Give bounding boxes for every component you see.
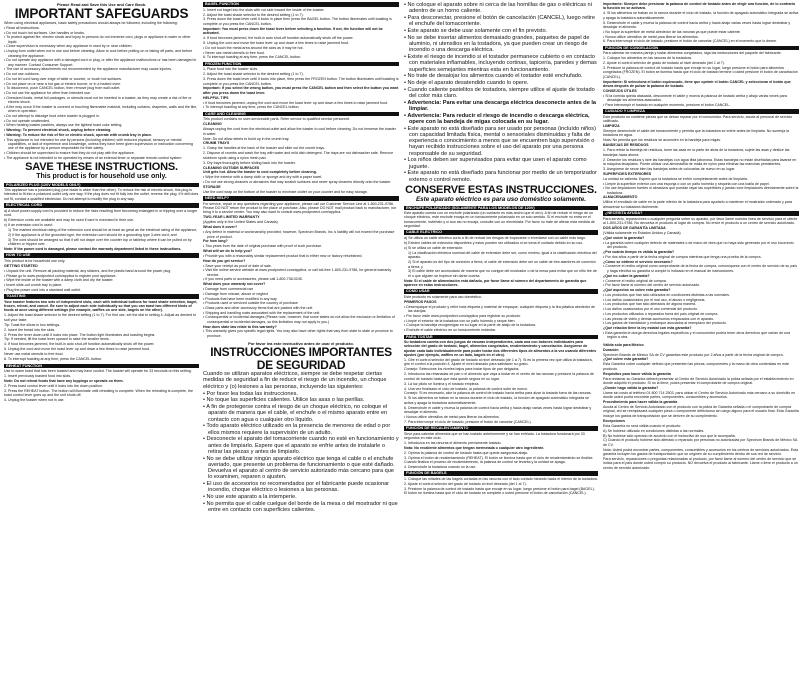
tostar-list — [404, 415, 598, 419]
storage-text: Use the cord wrap on the bottom of the toaster to minimize clutter on your counter and for easy storage. — [203, 189, 368, 194]
step: 2. Press toast control lever until it locks into the down position. — [4, 383, 103, 388]
cord-text: 2) If the appliance is of the grounded type, the extension cord should be a grounding type 3-wire cord; and — [8, 232, 177, 237]
reheat-text: Use to warm toast that has been toasted and may have cooled. The toaster will operate for 33 seconds on this setting. — [4, 369, 192, 374]
section-header: CABLE ELÉCTRICO — [404, 230, 598, 235]
list-item: • Por favor visite www.prodprotect.com/applica para registrar su producto. — [404, 314, 598, 318]
list-item: • Para interrumpir el tostado en cualquier momento, presione el botón CANCEL. — [603, 103, 799, 107]
cable-text: 2) Si el aparato es del tipo de conexión a tierra, el cable de extensión debe ser un cable de tres alambres de conexión a tierra; y — [408, 260, 596, 269]
subheading: LIMPIEZA — [603, 124, 620, 129]
list-item: • Advertencia: Para reducir el riesgo de incendio o descarga eléctrica, opere con la bandeja de migas colocada en su lugar. — [404, 113, 598, 126]
subheading: CONSEJOS ÚTILES — [603, 88, 637, 93]
list-item: • Read all instructions. — [4, 26, 199, 30]
list-item: • Visit the online service website at www.prodprotect.com/applica, or call toll-free 1-800-231-9786, for general warranty service. — [203, 268, 399, 277]
section-header: ENCHUFE POLARIZADO (SOLAMENTE PARA LOS MODELOS DE 120V) — [404, 206, 598, 211]
step: 1. Place food into the toaster slots. — [203, 67, 259, 72]
cord-text: 1) The marked electrical rating of the extension cord should be at least as great as the electrical rating of the appliance, — [8, 227, 198, 232]
safeguards-intro: When using electrical appliances, basic safety precautions should always be followed, including the following: — [4, 21, 178, 25]
step: 5. Unplug the cord and move the toast lever up and down a few times to raise jammed food. — [203, 40, 350, 45]
list-item: • Do not use the appliance for other than intended use. — [4, 91, 199, 95]
step: 2. Introduzca las rebanadas de pan o el alimento que vaya a tostar en el centro de las ranuras y presione la palanca de control de tostado hasta que ésta quede segura en su lugar. — [404, 372, 594, 381]
list-item: • Wipe the exterior with a damp cloth or sponge and dry with a paper towel. — [203, 175, 399, 179]
step: 3. Presione la palanca de control de tostado hasta que encaje en su lugar, luego presione el botón para alimentos congelados (FROZEN). El botón se ilumina hasta que el ciclo de tostado termine o usted presione el botón de cancelación (CANCEL). — [603, 66, 798, 79]
ayuda-text: Para servicio, reparaciones o cualquier pregunta sobre su aparato, por favor llame nuestra línea de servicio para el cliente al 1-800-231-9786. No devuelva el producto al lugar de compra. No envíe el producto a un centro de servicio autorizado. — [603, 216, 798, 226]
list-item: • Children should be supervised to ensure that they do not play with the appliance. — [4, 151, 199, 155]
subheading: Válida sólo para México — [603, 342, 644, 347]
list-item: • El uso de accesorios no recomendados por el fabricante puede ocasionar incendio, choque eléctrico o lesiones a las personas. — [203, 481, 399, 494]
answer-list — [203, 287, 399, 324]
answer: Para reclamar su Garantía deberá presentar al Centro de Servicio Autorizado la póliza sellada por el establecimiento en donde adquirió el producto. Si no la tiene, podrá presentar el comprobante de compra original. — [603, 376, 794, 385]
como-note: Este producto es solamente para uso doméstico. — [404, 295, 482, 299]
step: 2. Oprima la palanca de control de tostado hasta que quede asegurada abajo. — [404, 450, 529, 455]
question: How does state law relate to this warranty? — [203, 324, 277, 329]
spanish-title: INSTRUCCIONES IMPORTANTES DE SEGURIDAD — [210, 345, 392, 372]
subheading: TWO-YEAR LIMITED WARRANTY — [203, 215, 260, 220]
answer-list — [603, 255, 799, 259]
step: 1. Adjust the toast shade selector to the desired setting (1 to 7). For first use, set the dial to setting 4. Adjust as desired to suit your taste. — [4, 313, 196, 322]
list-item: • This appliance is not intended for use by persons (including children) with reduced physical, sensory or mental capabilities, or lack of experience and knowledge, unless they have been given supervision or instruction concerning use of the appliance by a person responsible for their safety. — [4, 138, 199, 151]
question: What does it cover? — [203, 225, 238, 230]
question: ¿Donde hago válida la garantía? — [603, 385, 659, 390]
section-header: BAGEL FUNCTION — [203, 2, 399, 7]
list-item: • A fire may occur if the toaster is covered or touching flammable material, including curtains, draperies, walls and the like, when in operation. — [4, 105, 199, 114]
step: Nota: No recaliente alimentos que tengan mermelada o cualquier otro ingrediente. — [404, 445, 545, 450]
answer: Spectrum Brands de México SA de CV garantiza este producto por 2 años a partir de la fecha original de compra. — [603, 352, 784, 357]
list-item: • Do not attempt to dislodge food when toaster is plugged in. — [4, 114, 199, 118]
list-item: • Do not place on or near a hot gas or electric burner, or in a heated oven. — [4, 82, 199, 86]
list-item: • Si la comida queda atascada, desconecte el cable y mueva la palanca de tostado arriba y abajo varias veces para desalojar los alimentos atascados. — [603, 94, 799, 103]
answer-list — [203, 230, 399, 239]
household-note: This product is for household use only. — [36, 172, 167, 180]
mexico-final: Para servicio, reparaciones o preguntas relacionadas al producto, por favor llame al número del centro de servicio que se indica para el país donde usted compró su producto. NO devuelva el producto al fabricante. Llame o lleve el producto a un centro de servicio autorizado. — [603, 457, 798, 470]
list-item: • Do not touch the metal area around the slots as it may be hot. — [203, 46, 399, 50]
answer: Esta Garantía no será válida cuando el producto: — [603, 423, 682, 428]
section-header: PARA TOSTAR — [404, 335, 598, 340]
list-item: • No toque las superficies calientes. Utilice las asas o las perillas. — [203, 397, 399, 403]
list-item: • No trate de desalojar los alimentos cuando el tostador esté enchufado. — [404, 73, 598, 79]
step: 1. Para retirar la bandeja de residuos, tome las asas en la parte de atrás de la tostadora, sujete las asas y deslice las bandejas hacia afuera. — [603, 148, 790, 157]
list-item: • Limpie la superficie exterior con una esponja o con un paño húmedo y séquela con una toalla de papel. — [603, 182, 799, 186]
answer-list — [603, 331, 799, 340]
list-item: • Todo aparato eléctrico utilizado en la presencia de menores de edad o por ellos mismos requiere la supervisión de un adulto. — [203, 423, 399, 436]
care-intro: This product contains no user-serviceable parts. Refer service to qualified service personnel. — [203, 117, 351, 122]
step: 1. Gire el control selector del grado de tostado al nivel deseado (de 1 a 7). Si es la primera vez que utiliza la tostadora, gire el control a la posición 4. Ajuste el nivel deseado para satisfacer su gusto. — [404, 358, 593, 367]
list-item: • Never use metal utensils to free food. — [203, 51, 399, 55]
answer-list — [603, 293, 799, 326]
subheading: HELPFUL TIPS — [203, 95, 229, 100]
cord-text: a) A short power-supply cord is provided to reduce the risks resulting from becoming entangled in or tripping over a longer cord. — [4, 208, 198, 218]
cable-text: 3) El cable debe ser acomodado de manera que no cuelgue del mostrador o de la mesa para evitar que un niño tire de él o que alguien se tropiece sin darse cuenta. — [408, 269, 597, 278]
column-1 — [4, 2, 199, 682]
tips-list — [203, 101, 399, 110]
question: What does your warranty not cover? — [203, 282, 266, 287]
list-item: • Save your receipt as proof of date of sale. — [203, 264, 399, 268]
answer-list — [203, 254, 399, 258]
toasting-intro: Your toaster features two sets of independent slots, each with individual buttons for toast shade selection, bagel, frozen, reheat, and cancel. Be sure to adjust each side individually so that you can toast two different kinds of foods at once using different settings (for example, waffles on one side, bagels on the other). — [4, 299, 198, 313]
list-item: • Por favor llame al número del centro de servicio autorizado. — [603, 283, 799, 287]
step: 2. Adjust the toast shade selector to the desired setting (1 to 7). — [203, 72, 304, 77]
question: Procedimiento para hacer válida la garantía — [603, 400, 678, 405]
list-item: • Este aparato no está diseñado para funcionar por medio de un temporizador externo o control remoto. — [404, 170, 598, 183]
step: 1. Insert previously toasted food into slots. — [4, 374, 72, 379]
step: 4. If food becomes jammed, the built-in auto shut-off function automatically shuts off the power. — [4, 342, 155, 347]
spanish-safeguards-list — [203, 391, 399, 514]
step: Tip: Toast the slices in two settings. — [4, 322, 61, 327]
question: What will we do to help you? — [203, 248, 253, 253]
list-item: • Plug the power cord into a standard wall outlet. — [4, 288, 199, 292]
column-4 — [603, 2, 799, 682]
step: 3. La luz piloto se ilumina y el tostado empieza. — [404, 381, 480, 386]
step: 6. To interrupt toasting at any time, press the CANCEL button. — [203, 55, 302, 60]
subheading: ALMACENAMIENTO — [603, 195, 638, 200]
question: ¿Cómo se obtiene el servicio necesario? — [603, 259, 673, 264]
primeros-list — [404, 305, 598, 333]
list-item: • Consequential or incidental damages (Please note, however, that some states do not allow the exclusion or limitation of consequential or incidental damages, so this limitation may not apply to you.) — [203, 315, 399, 324]
bagel-list — [203, 46, 399, 55]
list-item: • Los productos que han sido utilizados en condiciones distintas a las normales. — [603, 293, 799, 297]
list-item: • Unplug from outlet when not in use and before cleaning. Allow to cool before putting on or taking off parts, and before cleaning the appliance. — [4, 49, 199, 58]
alm-text: Utilice el enrollado de cable en la parte inferior de la tostadora para ayudarlo a mantener el mostrador ordenado y para almacenar su tostadora fácilmente. — [603, 200, 792, 209]
list-item: • Close supervision is necessary when any appliance is used by or near children. — [4, 44, 199, 48]
subheading: SUPERFICIES EXTERIORES — [603, 171, 652, 176]
list-item: • Do not let cord hang over edge of table or counter, or touch hot surfaces. — [4, 77, 199, 81]
step: 3. Press the REHEAT button. The button will illuminate until reheating is complete. When the reheating is complete, the toast control lever goes up and the unit shuts off. — [4, 388, 193, 398]
step: 6. Para interrumpir el ciclo de tostado, presione el botón de cancelar (CANCEL) en el momento que lo desee. — [603, 39, 777, 44]
list-item: • Do not operate unattended. — [4, 119, 199, 123]
column-2 — [203, 2, 399, 682]
top-note: Please Read and Save this Use and Care Book. — [56, 2, 147, 7]
step: 2. Adjust the toast shade selector to the desired setting (1 to 7). — [203, 12, 304, 17]
list-item: • Por dos años a partir de la fecha original de compra mientras que tenga una prueba de la compra. — [603, 255, 799, 259]
bagel-es-list — [603, 30, 799, 39]
consejos-list — [603, 94, 799, 107]
step: 4. If food becomes jammed, the built-in auto shut-off function automatically shuts off the power. — [203, 36, 354, 41]
list-item: • No deje el aparato desatendido cuando lo opere. — [404, 80, 598, 86]
list-item: • Los gastos de tramitación y embarque asociados al reemplazo del producto. — [603, 321, 799, 325]
list-item: • Las piezas de vidrio y demás accesorios empacados con el aparato. — [603, 317, 799, 321]
list-item: • Oversized foods, metal foil packages, or utensils must not be inserted in a toaster, as they may create a risk of fire or electric shock. — [4, 96, 199, 105]
section-header: TOASTING — [4, 294, 199, 299]
list-item: • No se debe insertar alimentos demasiado grandes, paquetes de papel de aluminio, ni utensilios en la tostadora, ya que pueden crear un riesgo de incendio o una descarga eléctrica. — [404, 35, 598, 54]
step: 1. Coloque las mitades de las bagels cortadas en las ranuras con el lado cortado mirando hacia el interior de la tostadora. — [404, 476, 598, 481]
list-item: • Coloque la bandeja recogemigas en su lugar en la parte de abajo de la tostadora. — [404, 323, 598, 327]
subheading: CRUMB TRAYS — [203, 141, 230, 146]
list-item: • Please go to www.prodprotect.com/applica to register your appliance. — [4, 274, 199, 278]
list-item: • No coloque el aparato sobre ni cerca de las hornillas de gas o eléctricas ni adentro de un horno caliente. — [404, 2, 598, 15]
surfaces-list — [203, 175, 399, 184]
list-item: • Do not use outdoors. — [4, 72, 199, 76]
step: 1. Insert cut bagel into the slots with cut side toward the inside of the toaster. — [203, 7, 325, 12]
step: Tip: If needed, lift the toast lever upward to raise the smaller items. — [4, 337, 110, 342]
answer-list — [603, 241, 799, 250]
list-item: • Advertencia: Para evitar una descarga eléctrica desconecte antes de la limpiar. — [404, 100, 598, 113]
step: 5. Desenchufe el cable y mueva la palanca de control hacia arriba y hacia abajo varias veces hasta lograr destrabar y desalojar el alimento. — [603, 20, 791, 29]
cuidado-intro: Este producto no contiene piezas que se deban reparar por el consumidor. Para servicio, acuda al personal de servicio calificado. — [603, 114, 793, 124]
important-note: Importante: Siempre debe presionar la palanca de control de tostado antes de elegir una función, de lo contrario la función no se activará. — [603, 2, 796, 11]
enchufe-text: Este aparato cuenta con un enchufe polarizado (un contacto es más ancho que el otro). A fin de reducir el riesgo de un choque eléctrico, este enchufe encaja en un tomacorriente polarizado en un solo sentido. Si el enchufe no entra en el tomacorriente, inviértalo y si aun así no encaja, consulte con un electricista. Por favor no trate de alterar esta medida de seguridad. — [404, 211, 595, 229]
safeguards-list — [4, 26, 199, 160]
list-item: • Cuando caliente pastelitos de tostadora, siempre utilice el ajuste de tostado del color más claro. — [404, 87, 598, 100]
cord-text: b) Extension cords are available and may be used if care is exercised in their use. — [4, 218, 135, 222]
subheading: CLEANING — [203, 122, 222, 127]
list-item: • Conserve el recibo original de compra. — [603, 279, 799, 283]
howto-note: This product is for household use only. — [4, 258, 66, 263]
list-item: • Unpack the unit. Remove all packing material, any stickers, and the plastic band around the power plug. — [4, 269, 199, 273]
list-item: • La garantía cubre cualquier defecto de materiales o de mano de obra que no haya sido generado por el uso incorrecto del producto. — [603, 241, 799, 250]
step: 2. Ajuste el control selector del grado de tostado al nivel deseado (del 1 al 7). — [404, 481, 527, 486]
step: 1. Coloque los alimentos en las ranuras de la tostadora. — [603, 56, 692, 61]
list-item: • If you need parts or accessories, please call 1-800-738-0245. — [203, 277, 399, 281]
question: How do you get service? — [203, 258, 246, 263]
subheading: BANDEJAS DE RESIDUOS — [603, 143, 649, 148]
step: Note: Do not reheat foods that have any toppings or spreads on them. — [4, 379, 124, 383]
spanish-safeguards-list-continued — [404, 2, 598, 183]
list-item: • Damage from commercial use — [203, 287, 399, 291]
list-item: • To disconnect, push CANCEL button, then remove plug from wall outlet. — [4, 86, 199, 90]
cleaning-text: Always unplug the cord from the electrical outlet and allow the toaster to cool before cleaning. Do not immerse the toaster in water. — [203, 127, 396, 136]
list-item: • Any defect in material or workmanship provided; however, Spectrum Brands, Inc.'s liability will not exceed the purchase price of product. — [203, 230, 399, 239]
list-item: • Para desconectar, presione el botón de cancelación (CANCEL), luego retire el enchufe del tomacorriente. — [404, 15, 598, 28]
exception: B) No hubiese sido operado de acuerdo con el instructivo de uso que le acompaña. — [603, 433, 736, 438]
step: 3. Dry trays thoroughly before sliding back into the toaster. — [203, 160, 296, 165]
step: 3. Presione la palanca de control de tostado hasta que encaje en su lugar, luego presione el botón para bagel (BAGEL). El botón se ilumina hasta que el ciclo de tostado se complete o usted presione el botón de cancelación (CANCEL). — [404, 486, 595, 496]
step: 1. Introduzca en las ranuras el alimento previamente tostado. — [404, 440, 502, 445]
list-item: • Wipe the inside of the toaster with a damp cloth and dry the toaster. — [4, 278, 199, 282]
cord-text: 3) The cord should be arranged so that it will not drape over the counter top or tabletop where it can be pulled on by children or tripped over. — [8, 237, 192, 247]
section-header: FUNCIÓN DE CONGELACIÓN — [603, 46, 799, 51]
question: For how long? — [203, 239, 228, 244]
section-header: ELECTRICAL CORD — [4, 203, 199, 208]
cable-note: Nota: Si el cable de alimentación está dañado, por favor llame al número del departamento de garantía que aparece en estas instrucciones. — [404, 278, 587, 288]
list-item: • Damage from misuse, abuse or neglect — [203, 292, 399, 296]
list-item: • No use este aparato a la intemperie. — [203, 494, 399, 500]
step: 3. Press the lever down until it locks into place. The button light illuminates and toasting begins. — [4, 332, 156, 337]
list-item: • Desconecte el aparato del tomacorriente cuando no esté en funcionamiento y antes de limpiarlo. Espere que el aparato se enfríe antes de instalarle o retirar las piezas y antes de limpiarlo. — [203, 436, 399, 455]
answer-list — [203, 329, 399, 338]
save-instructions-title: SAVE THESE INSTRUCTIONS. — [25, 160, 178, 173]
important-note: Important: If you select the wrong button, you must press the CANCEL button and then select the button you want after you press down the toast lever. — [203, 86, 399, 95]
warranty-sub: (Applies only in the United States and Canada) — [203, 220, 278, 225]
list-item: • Products used or serviced outside the country of purchase — [203, 301, 399, 305]
list-item: • Warning: To reduce the risk of fire or electric shock, operate with crumb tray in place. — [4, 133, 199, 137]
list-item: • To protect against fire, electric shock and injury to persons do not immerse cord, plugs or appliance in water or other liquid. — [4, 35, 199, 44]
subheading: CLEANING OUTSIDE SURFACES — [203, 165, 260, 170]
list-item: • This warranty gives you specific legal rights. You may also have other rights that vary from state to state or province to province. — [203, 329, 399, 338]
list-item: • No permita que el cable cuelgue del borde de la mesa o del mostrador ni que entre en contacto con superficies calientes. — [203, 501, 399, 514]
spanish-intro: Cuando se utilizan aparatos eléctricos, siempre se debe respetar ciertas medidas de seguridad a fin de reducir el riesgo de un incendio, un choque eléctrico y (o) lesiones a las personas, incluyendo las siguientes: — [203, 371, 387, 390]
section-header: COMO USAR — [404, 289, 598, 294]
exception: C) Cuando el producto hubiese sido alterado o reparado por personas no autorizadas por Spectrum Brands de México SA de CV. — [603, 438, 798, 447]
question: ¿Qué no cubre la garantía? — [603, 273, 650, 278]
section-header: FUNCIÓN DE RECALENTAMIENTO — [404, 426, 598, 431]
cord-note: Note: If the power cord is damaged, please contact the warranty department listed in these instructions. — [4, 247, 182, 252]
mexico-note: Nota: Usted podrá encontrar partes, componentes, consumibles y accesorios en los centros de servicios autorizados. Esta garantía incluyen los gastos de transportación que se originen de su cumplimiento dentro de sus red de servicio. — [603, 447, 798, 457]
list-item: • Limpie el exterior de la tostadora con un paño húmedo y seque bien. — [404, 319, 598, 323]
list-item: • A fin de protegerse contra el riesgo de un choque eléctrico, no coloque el aparato de manera que el cable, el enchufe o el mismo aparato entre en contacto con agua o cualquier otro líquido. — [203, 404, 399, 423]
question: ¿Qué cubre esta garantía? — [603, 357, 649, 362]
list-item: • Los productos utilizados o reparados fuera del país original de compra. — [603, 312, 799, 316]
step: 6. To interrupt toasting at any time, press the CANCEL button. — [4, 357, 103, 362]
list-item: • Do not operate any appliance with a damaged cord or plug, or after the appliance malfunctions or has been damaged in any manner. Contact Consumer Support. — [4, 58, 199, 67]
step: 3. Press down the toast lever until it locks into place, then press the FROZEN button. The button illuminates until toasting is complete or you press the CANCEL button. — [203, 77, 399, 86]
cable-text: 1) La clasificación eléctrica nominal del cable de extensión debe ser, como mínimo, igual a la clasificación eléctrica del aparato. — [408, 250, 597, 260]
list-item: • Do not use strong cleaners or abrasives that may scratch surfaces and never spray cleaners directly onto the toaster. — [203, 180, 399, 184]
question: Requisitos para hacer válida la garantía — [603, 371, 671, 376]
list-item: • Insert slide-out crumb tray in place. — [4, 283, 199, 287]
surfaces-intro: Unit gets hot. Allow the toaster to cool completely before cleaning. — [203, 170, 317, 175]
question: Excepciones — [603, 418, 625, 423]
getting-started-list — [4, 269, 199, 292]
tostar-intro: Su tostadora cuenta con dos juegos de ranuras independientes, cada una con botones individuales para selección del grado de tostado, bagel, alimentos congelados, recalentamiento y cancelación. Asegúrese de ajustar cada lado individualmente para poder tostar dos diferentes tipos de alimentos a la vez usando diferentes ajustes (por ejemplo, waffles en un lado, bagels en el otro). — [404, 340, 597, 358]
list-item: • Do not touch hot surfaces. Use handles or knobs. — [4, 31, 199, 35]
answer-list — [603, 279, 799, 288]
answer-list — [203, 244, 399, 248]
answer: Esta Garantía cubre cualquier defecto que presenten las piezas, componentes y la mano de obra contenidas en este producto. — [603, 362, 789, 371]
important-note: Importante: Si selecciona el botón equivocado, tiene que oprimir el botón CANCEL y seleccionar el botón que desea después de pulsar la palanca de tostado. — [603, 79, 791, 89]
list-item: • Enchufe el cable eléctrico en un tomacorriente estándar. — [404, 328, 598, 332]
section-header: POLARIZED PLUG (120V MODELS ONLY) — [4, 183, 199, 188]
list-item: • Glass parts and other accessory items that are packed with the unit — [203, 306, 399, 310]
step: 3. Asegúrese de secar bien las bandejas antes de colocarlas de nuevo en su lugar. — [603, 166, 736, 171]
step: Consejo: Si es necesario, alce la palanca de control de tostado hacia arriba para alzar la tostada fuera de las ranuras. — [404, 391, 592, 396]
limpieza-text: Siempre desenchufe el cable del tomacorriente y permita que la tostadora se enfríe antes de limpiarla. No sumerja la tostadora en agua. — [603, 129, 789, 138]
safeguards-title: IMPORTANT SAFEGUARDS — [14, 6, 189, 21]
list-item: • Nunca utilice utensilios de metal para liberar los alimentos. — [404, 415, 598, 419]
section-header: CUIDADO Y LIMPIEZA — [603, 109, 799, 114]
step: 2. Ajuste el control selector de grado de tostado al nivel deseado (del 1 al 7). — [603, 61, 725, 66]
step: 3. Press down the toast lever until it locks in place then press the BAGEL button. The button illuminates until toasting is complete or you press the CANCEL button. — [203, 17, 392, 26]
step: 4. Unplug the toaster when not in use. — [4, 398, 65, 403]
section-header: CARE AND CLEANING — [203, 112, 399, 117]
recal-text: Sirve para calentar alimentos que se han tostado anteriormente y se han enfriado. La tostadora funcionará por 33 segundos en este ciclo. — [404, 431, 585, 440]
sup-list — [603, 182, 799, 195]
step: 5. Unplug the cord and move the toast lever up and down a few times to raise jammed food. — [4, 347, 151, 352]
list-item: • Nunca utilice utensilios de metal para liberar los alimentos. — [603, 35, 799, 39]
list-item: • Los productos que han sido alterados de alguna manera. — [603, 302, 799, 306]
answer-list — [203, 264, 399, 282]
cord-text: c) If an extension cord is used: — [4, 222, 53, 227]
answer-list — [603, 264, 799, 273]
list-item: • Por favor lea todas las instrucciones. — [203, 391, 399, 397]
list-item: • No use limpiadores fuertes ni abrasivos que puedan rayar las superficies y jamás rocíe limpiadores directamente sobre la tostadora. — [603, 186, 799, 195]
step: 2. Deseche los residuos y lave las bandejas con agua tibia jabonosa. Estas bandejas no están diseñadas para lavarse en la máquina lavaplatos. Puede utilizar una almohadilla de malla de nylon para eliminar las manchas persistentes. — [603, 157, 797, 166]
subheading: STORAGE — [203, 184, 221, 189]
list-item: • No se debe utilizar ningún aparato eléctrico que tenga el cable o el enchufe averiado, que presente un problema de funcionamiento o que esté dañado. Devuelva el aparato al centro de servicio autorizado más cercano para que lo examinen, reparen o ajusten. — [203, 456, 399, 481]
list-item: • Desempaque el producto y retire toda etiqueta y material de empaque, cualquier etiqueta y la tira plástica alrededor de las clavijas. — [404, 305, 598, 314]
spanish-lead: Por favor lea este instructivo antes de usar el producto. — [248, 341, 354, 347]
question: Duración — [603, 347, 619, 352]
answer: Acuda al Centro de Servicio Autorizado con el producto con la póliza de Garantía sellada o el comprobante de compra original, ahí se reemplazará cualquier pieza o componente defectuoso sin cargo alguno para el usuario final. Esta Garantía incluye los gastos de transportación que se deriven de su cumplimiento. — [603, 405, 799, 418]
section-header: FROZEN FUNCTION — [203, 62, 399, 67]
step: 2. Dispose of crumbs and wash the tray with water and mild dish detergent. The trays are not dishwasher safe. Remove stubborn spots using a nylon mesh pad. — [203, 151, 394, 160]
list-item: • Warning: To prevent electrical shock, unplug before cleaning. — [4, 128, 199, 132]
list-item: • Products that have been modified in any way — [203, 297, 399, 301]
section-header: REHEAT FUNCTION — [4, 364, 199, 369]
question: ¿Qué relación tiene la ley estatal con esta garantía? — [603, 326, 692, 331]
column-3 — [404, 2, 598, 682]
list-item: • If food becomes jammed, unplug the cord and move the toast lever up and down a few times to raise jammed food. — [203, 101, 399, 105]
subheading: DOS AÑOS DE GARANTÍA LIMITADA — [603, 225, 666, 230]
section-header: HOW TO USE — [4, 253, 199, 258]
step: 4. Una vez finalizado el ciclo de tostado, la palanca de control sube de nuevo. — [404, 386, 528, 391]
list-item: • When heating toaster pastries, always use the lightest toast color setting. — [4, 123, 199, 127]
cable-text: b) Existen cables de extensión disponibles y estos pueden ser utilizados si se toma el cuidado debido en su uso. — [404, 241, 584, 245]
list-item: • Los niños deben ser supervisados para evitar que usen el aparato como juguete. — [404, 157, 598, 170]
question: ¿Qué cubre la garantía? — [603, 235, 645, 240]
step: 4. Desenchufe la tostadora cuando no la use. — [404, 464, 477, 469]
garantia-sub: (Válida solamente en Estados Unidos y Canadá) — [603, 230, 681, 235]
cleaning-note: Note: Do not allow debris to build up in the crumb tray. — [203, 136, 290, 141]
answer: Llame sin costo al teléfono 01 800 714 2503, para ubicar el Centro de Servicio Autorizado más cercano a su domicilio en donde usted podrá encontrar partes, componentes, consumibles y accesorios. — [603, 390, 796, 400]
list-item: • No toque la superficie de metal alrededor de las ranuras ya que puede estar caliente. — [603, 30, 799, 34]
section-header: FUNCIÓN DE BAGELS — [404, 471, 598, 476]
step: Never use metal utensils to free food. — [4, 352, 64, 357]
step: 2. Insert the bread into the slots. — [4, 327, 56, 332]
step: Para calentar de manera pareja y tostar alimentos congelados, siga las instrucciones del paquete del fabricante. — [603, 51, 782, 56]
step: Consejo: Seleccione los niveles bajos para tostar tipos de pan delgados. — [404, 367, 520, 372]
list-item: • Los daños ocasionados por el mal uso, el abuso o negligencia. — [603, 298, 799, 302]
list-item: • The use of accessory attachments not recommended by the appliance manufacturer may cause injuries. — [4, 67, 199, 71]
subheading: PRIMEROS PASOS — [404, 299, 437, 304]
list-item: • Este aparato no está diseñado para ser usado por personas (incluído niños) con capacidad limitada física, mental o sensoriales disminuidas y falta de experiencia o conocimiento a menos que se encuentren bajo supervisión o hayan recibido instrucciones sobre el uso del aparato por una persona responsable de su seguridad. — [404, 126, 598, 157]
exception: A) Se hubiese utilizado en condiciones distintas a las normales. — [603, 428, 705, 433]
polarized-text: This appliance has a polarized plug (one blade is wider than the other). To reduce the risk of electric shock, this plug is intended to fit into a polarized outlet only one way. If the plug does not fit fully into the outlet, reverse the plug. If it still does not fit, contact a qualified electrician. Do not attempt to modify the plug in any way. — [4, 188, 199, 201]
limpieza-note: Nota: No permita que los residuos se acumulen en la bandeja para migas. — [603, 138, 722, 143]
list-item: • Existe el riesgo de incendio si el tostador permanece cubierto o en contacto con materiales inflamables, incluyendo cortinas, tapicería, paredes y demas superficies semejantes mientras esta en funcionamiento. — [404, 54, 598, 73]
step: 7. Para interrumpir el ciclo de tostado, presione el botón de cancelar (CANCEL). — [404, 419, 532, 424]
list-item: • Two years from the date of original purchase with proof of such purchase. — [203, 244, 399, 248]
list-item: • Este aparato se debe usar solamente con el fin previsto. — [404, 28, 598, 34]
question: ¿Qué aspectos no cubre esta garantía? — [603, 287, 671, 292]
subheading: GETTING STARTED — [4, 263, 38, 268]
important-note: Important: You must press down the toast lever before selecting a function. If not, the function will not be activated. — [203, 26, 383, 36]
cable-text: c) Si se utiliza un cable de extensión: — [404, 245, 464, 250]
step: 3. Oprima el botón de recalentamiento (REHEAT). El botón se ilumina hasta que el ciclo de recalentamiento se finalice. Cuando finaliza el proceso de recalentamiento, la palanca de control se levanta y la unidad se apaga. — [404, 455, 594, 465]
section-header: NEED HELP? — [203, 196, 399, 201]
question: ¿Por cuánto tiempo es válida la garantía? — [603, 249, 675, 254]
list-item: • Conserve el recibo original como comprobante de la fecha de compra, comuníquese con el centro de servicio de su país y haga efectiva su garantía si cumple lo indicado en el manual de instrucciones. — [603, 264, 799, 273]
list-item: • Provide you with a reasonably similar replacement product that is either new or factory refurbished. — [203, 254, 399, 258]
list-item: • Los daños ocasionados por el uso comercial del producto. — [603, 307, 799, 311]
list-item: • To interrupt toasting at any time, press the CANCEL button. — [203, 105, 399, 109]
save-instructions-title-es: CONSERVE ESTAS INSTRUCCIONES. — [405, 184, 597, 196]
sup-text: La unidad se calienta. Espere que la tostadora se enfríe completamente antes de limpiarla. — [603, 176, 748, 181]
cable-text: a) Se utiliza un cable eléctrico corto a fin de reducir los riesgos de tropezarse o enredarse con un cable más largo. — [404, 236, 586, 241]
step: 5. Si los alimentos se traban en la ranura durante el ciclo de tostado, la función de apagado automático integrada se activa y apaga la tostadora automáticamente. — [404, 396, 589, 405]
list-item: • Shipping and handling costs associated with the replacement of the unit — [203, 311, 399, 315]
step: 4. Si los alimentos se traban en la ranura durante el ciclo de tostado, la función de apagado automático integrada se activa y apaga la tostadora automáticamente. — [603, 11, 799, 20]
step: 1. Grasp the handles at the back of the toaster and slide out the crumb trays. — [203, 146, 326, 151]
household-note-es: Este aparato eléctrico es para uso doméstico solamente. — [415, 196, 587, 203]
section-header: ¿NECESITA AYUDA? — [603, 211, 799, 216]
list-item: • Esta garantía le otorga derechos legales específicos y el consumidor podría tener otros derechos que varían de una región a otra. — [603, 331, 799, 340]
step: 6. Desenchufe el cable y mueva la palanca de control hacia arriba y hacia abajo varias veces hasta lograr destrabar y desalojar el alimento. — [404, 405, 592, 414]
list-item: • The appliance is not intended to be operated by means of an external timer or separate remote-control system. — [4, 156, 199, 160]
help-text: For service, repair or any questions regarding your appliance, please call our Customer Service Line at 1-800-231-9786. Please DO NOT return the product to the place of purchase. Also, please DO NOT mail product back to manufacturer, nor bring it to a service center. You may also want to consult www.prodprotect.com/applica. — [203, 201, 397, 215]
